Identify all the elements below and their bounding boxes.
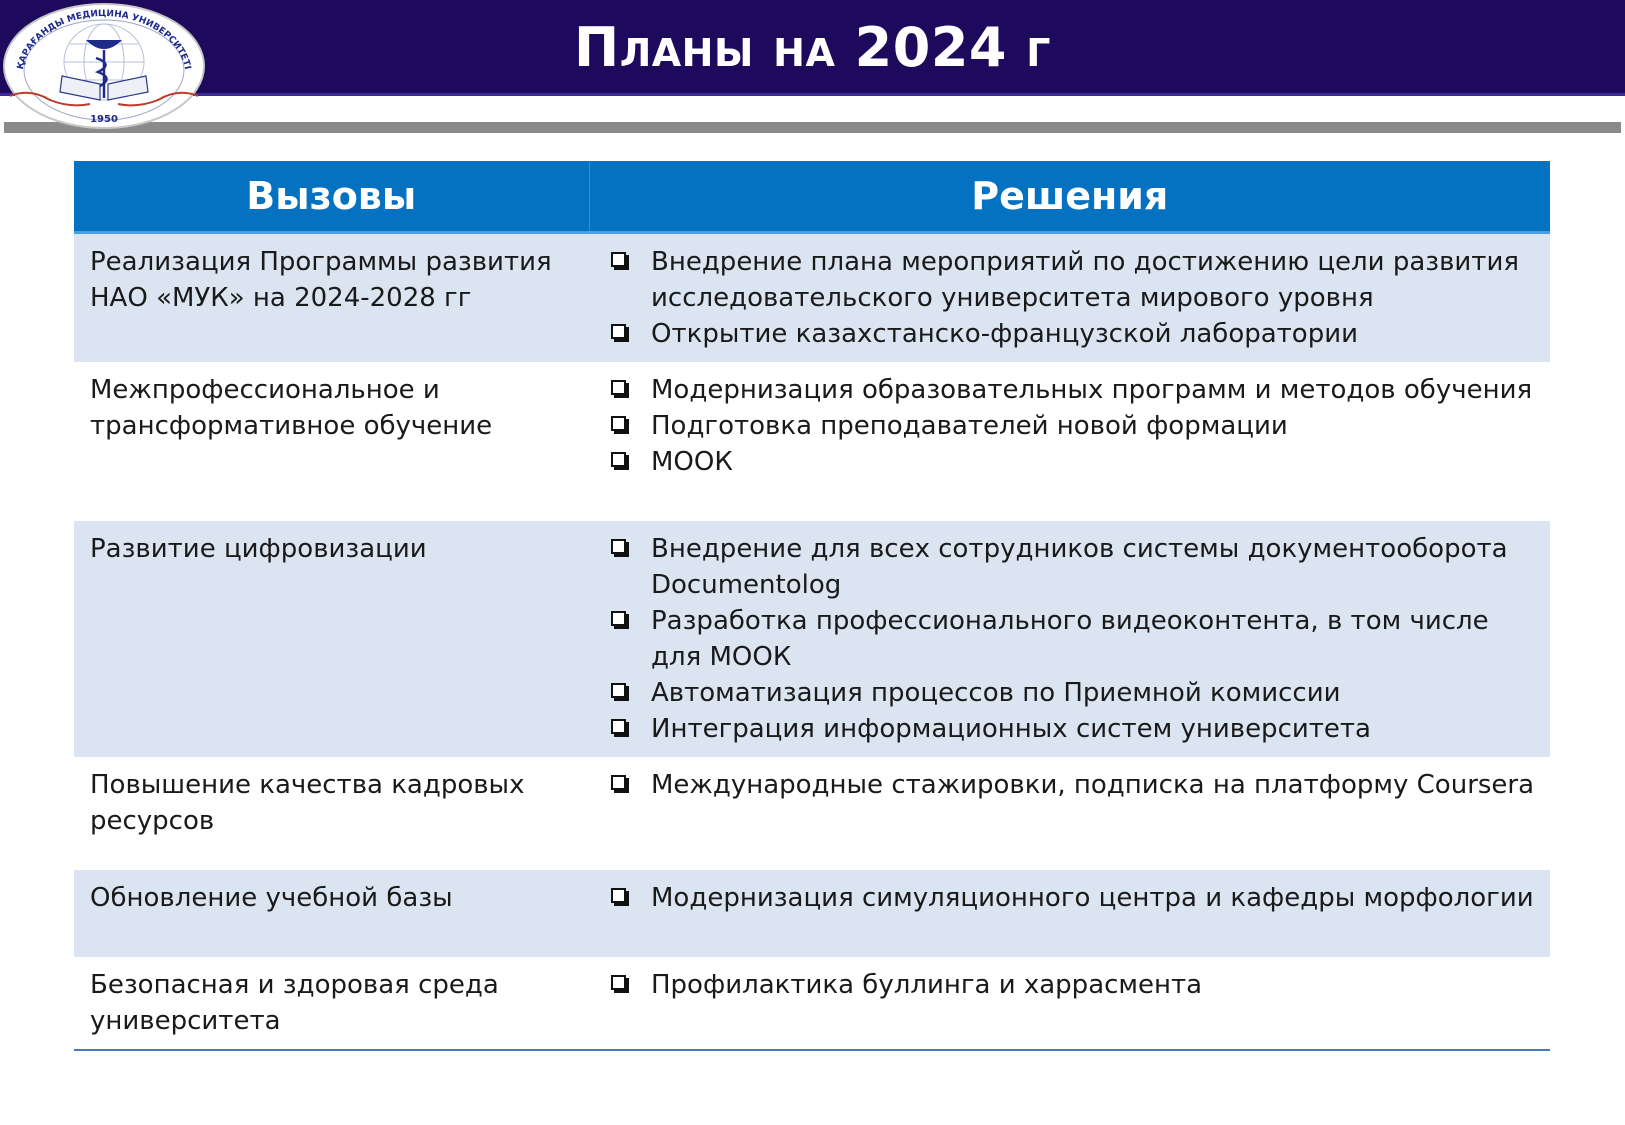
- checkbox-bullet-icon: [611, 888, 626, 903]
- column-header-challenges: Вызовы: [74, 161, 589, 233]
- solutions-list: [605, 372, 1536, 480]
- solution-text: МООК: [651, 447, 733, 477]
- challenge-cell: Безопасная и здоровая среда университета: [74, 957, 589, 1050]
- solution-item: [605, 444, 1536, 480]
- solution-item: [605, 967, 1536, 1003]
- challenge-cell: Обновление учебной базы: [74, 870, 589, 957]
- checkbox-bullet-icon: [611, 683, 626, 698]
- solutions-cell: [589, 233, 1550, 363]
- challenge-cell: Развитие цифровизации: [74, 521, 589, 757]
- solutions-list: [605, 244, 1536, 352]
- solutions-cell: [589, 870, 1550, 957]
- table-row: [74, 233, 1550, 363]
- solution-text: Разработка профессионального видеоконтента, в том числе для МООК: [651, 606, 1489, 672]
- checkbox-bullet-icon: [611, 252, 626, 267]
- checkbox-bullet-icon: [611, 611, 626, 626]
- solution-item: [605, 675, 1536, 711]
- solution-text: Подготовка преподавателей новой формации: [651, 411, 1288, 441]
- solutions-list: [605, 531, 1536, 747]
- solution-item: [605, 880, 1536, 916]
- solution-text: Международные стажировки, подписка на платформу Coursera: [651, 770, 1535, 800]
- solutions-list: [605, 880, 1536, 916]
- checkbox-bullet-icon: [611, 380, 626, 395]
- solution-item: [605, 316, 1536, 352]
- solution-text: Открытие казахстанско-французской лаборатории: [651, 319, 1359, 349]
- solution-item: [605, 603, 1536, 675]
- column-header-solutions: Решения: [589, 161, 1550, 233]
- logo-ring-text: ҚАРАҒАНДЫ МЕДИЦИНА УНИВЕРСИТЕТІ: [15, 8, 193, 71]
- logo-year: 1950: [90, 114, 118, 125]
- solutions-cell: [589, 757, 1550, 870]
- solution-item: [605, 408, 1536, 444]
- solutions-cell: [589, 362, 1550, 521]
- challenge-cell: Реализация Программы развития НАО «МУК» на 2024-2028 гг: [74, 233, 589, 363]
- solution-text: Модернизация образовательных программ и методов обучения: [651, 375, 1533, 405]
- solution-item: [605, 767, 1536, 803]
- challenge-cell: Межпрофессиональное и трансформативное обучение: [74, 362, 589, 521]
- solutions-cell: [589, 521, 1550, 757]
- checkbox-bullet-icon: [611, 719, 626, 734]
- table-row: [74, 521, 1550, 757]
- solution-text: Внедрение плана мероприятий по достижению цели развития исследовательского университета мирового уровня: [651, 247, 1519, 313]
- solutions-list: [605, 967, 1536, 1003]
- solution-text: Интеграция информационных систем университета: [651, 714, 1371, 744]
- solution-item: [605, 531, 1536, 603]
- checkbox-bullet-icon: [611, 416, 626, 431]
- university-emblem-icon: [0, 0, 206, 130]
- solutions-cell: [589, 957, 1550, 1050]
- table-row: [74, 757, 1550, 870]
- solution-item: [605, 711, 1536, 747]
- table-header-row: [74, 161, 1550, 233]
- solution-text: Внедрение для всех сотрудников системы документооборота Documentolog: [651, 534, 1508, 600]
- table-row: [74, 362, 1550, 521]
- checkbox-bullet-icon: [611, 324, 626, 339]
- checkbox-bullet-icon: [611, 775, 626, 790]
- header-divider: [4, 122, 1621, 133]
- table-row: [74, 870, 1550, 957]
- solution-item: [605, 372, 1536, 408]
- checkbox-bullet-icon: [611, 539, 626, 554]
- checkbox-bullet-icon: [611, 975, 626, 990]
- solutions-list: [605, 767, 1536, 803]
- solution-text: Профилактика буллинга и харрасмента: [651, 970, 1203, 1000]
- table-row: [74, 957, 1550, 1050]
- page-title: Планы на 2024 г: [574, 16, 1051, 79]
- solution-text: Автоматизация процессов по Приемной комиссии: [651, 678, 1341, 708]
- challenge-cell: Повышение качества кадровых ресурсов: [74, 757, 589, 870]
- solution-text: Модернизация симуляционного центра и кафедры морфологии: [651, 883, 1534, 913]
- solution-item: [605, 244, 1536, 316]
- plans-table: [74, 161, 1550, 1051]
- checkbox-bullet-icon: [611, 452, 626, 467]
